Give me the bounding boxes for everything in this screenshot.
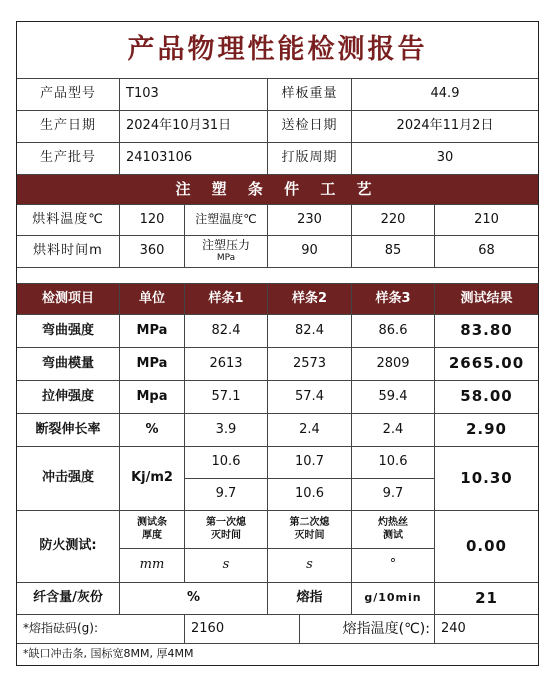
footer-note: *缺口冲击条, 国标宽8MM, 厚4MM [23, 647, 194, 661]
row-result: 83.80 [435, 315, 538, 348]
melt-unit: g/10min [352, 583, 435, 615]
melt-temp-value: 240 [435, 615, 538, 644]
pressure-3: 68 [435, 236, 538, 268]
row-s1: 82.4 [185, 315, 268, 348]
impact-r1-s3: 10.6 [352, 447, 435, 479]
fire-item: 防火测试: [17, 511, 120, 583]
fire-col1: 测试条 厚度 [120, 511, 185, 549]
impact-r2-s1: 9.7 [185, 479, 268, 511]
pressure-label-cell [185, 236, 268, 268]
inj-temp-3: 210 [435, 205, 538, 236]
row-s2: 82.4 [268, 315, 352, 348]
row-item: 弯曲强度 [17, 315, 120, 348]
impact-unit: Kj/m2 [120, 447, 185, 511]
impact-r2-s2: 10.6 [268, 479, 352, 511]
pressure-label: 注塑压力 [201, 238, 250, 253]
row-s3: 2.4 [352, 414, 435, 447]
row-s1: 57.1 [185, 381, 268, 414]
pressure-2: 85 [352, 236, 435, 268]
th-result: 测试结果 [435, 284, 538, 315]
row-s3: 2809 [352, 348, 435, 381]
send-label: 送检日期 [268, 111, 352, 143]
batch-value: 24103106 [120, 143, 268, 175]
row-s2: 2573 [268, 348, 352, 381]
th-item: 检测项目 [17, 284, 120, 315]
row-result: 2665.00 [435, 348, 538, 381]
dry-time-label: 烘料时间m [17, 236, 120, 268]
row-unit: MPa [120, 315, 185, 348]
model-value: T103 [120, 79, 268, 111]
th-sample2: 样条2 [268, 284, 352, 315]
send-value: 2024年11月2日 [352, 111, 538, 143]
batch-label: 生产批号 [17, 143, 120, 175]
model-label: 产品型号 [17, 79, 120, 111]
impact-r1-s2: 10.7 [268, 447, 352, 479]
impact-r1-s1: 10.6 [185, 447, 268, 479]
fire-unit3: s [268, 549, 352, 583]
row-s3: 86.6 [352, 315, 435, 348]
fire-col4: 灼热丝 测试 [352, 511, 435, 549]
dry-temp-value: 120 [120, 205, 185, 236]
dry-temp-label: 烘料温度℃ [17, 205, 120, 236]
fire-result: 0.00 [435, 511, 538, 583]
date-label: 生产日期 [17, 111, 120, 143]
fire-unit4: ° [352, 549, 435, 583]
impact-result: 10.30 [435, 447, 538, 511]
row-unit: MPa [120, 348, 185, 381]
row-item: 拉伸强度 [17, 381, 120, 414]
row-item: 弯曲模量 [17, 348, 120, 381]
row-s2: 2.4 [268, 414, 352, 447]
row-unit: Mpa [120, 381, 185, 414]
impact-item: 冲击强度 [17, 447, 120, 511]
fire-unit2: s [185, 549, 268, 583]
th-sample3: 样条3 [352, 284, 435, 315]
melt-label: 熔指 [268, 583, 352, 615]
weight-value: 44.9 [352, 79, 538, 111]
weight-label: 样板重量 [268, 79, 352, 111]
date-value: 2024年10月31日 [120, 111, 268, 143]
pressure-unit: MPa [216, 253, 236, 264]
row-s1: 3.9 [185, 414, 268, 447]
row-result: 2.90 [435, 414, 538, 447]
th-unit: 单位 [120, 284, 185, 315]
weight-g-value: 2160 [185, 615, 300, 644]
row-unit: % [120, 414, 185, 447]
inj-temp-2: 220 [352, 205, 435, 236]
cycle-value: 30 [352, 143, 538, 175]
spacer-row [17, 268, 538, 284]
cycle-label: 打版周期 [268, 143, 352, 175]
row-item: 断裂伸长率 [17, 414, 120, 447]
fire-unit1: mm [120, 549, 185, 583]
weight-g-label: *熔指砝码(g): [17, 615, 185, 644]
inj-temp-label: 注塑温度℃ [185, 205, 268, 236]
fiber-unit: % [120, 583, 268, 615]
dry-time-value: 360 [120, 236, 185, 268]
report-sheet [16, 21, 539, 666]
melt-value: 21 [435, 583, 538, 615]
fire-col3: 第二次熄 灭时间 [268, 511, 352, 549]
melt-temp-label: 熔指温度(℃): [300, 615, 435, 644]
report-title: 产品物理性能检测报告 [17, 22, 538, 79]
fiber-label: 纤含量/灰份 [17, 583, 120, 615]
pressure-1: 90 [268, 236, 352, 268]
process-header: 注 塑 条 件 工 艺 [17, 175, 538, 205]
row-s3: 59.4 [352, 381, 435, 414]
fire-col2: 第一次熄 灭时间 [185, 511, 268, 549]
inj-temp-1: 230 [268, 205, 352, 236]
th-sample1: 样条1 [185, 284, 268, 315]
row-s1: 2613 [185, 348, 268, 381]
row-s2: 57.4 [268, 381, 352, 414]
impact-r2-s3: 9.7 [352, 479, 435, 511]
row-result: 58.00 [435, 381, 538, 414]
